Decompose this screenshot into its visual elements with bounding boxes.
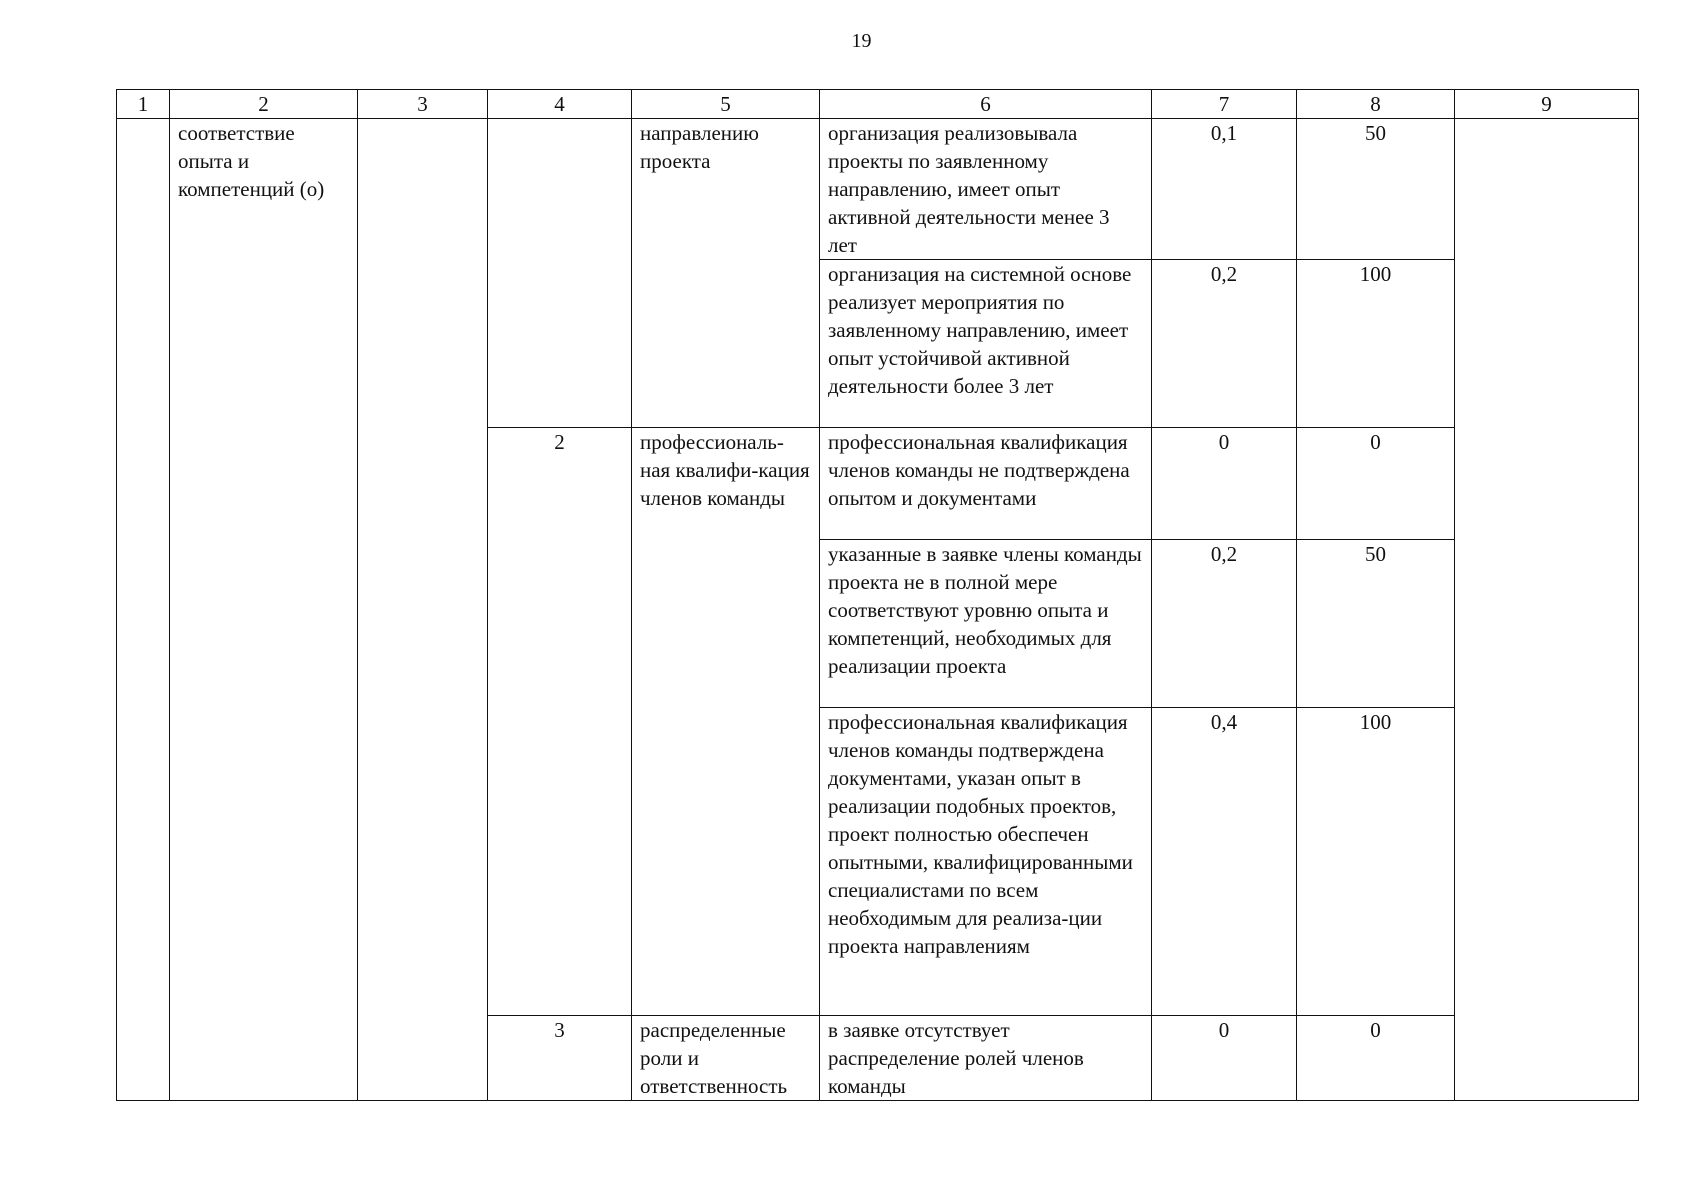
indicator-name-cell: профессиональ-ная квалифи-кация членов команды	[632, 428, 820, 1016]
header-cell-6: 6	[820, 90, 1152, 119]
score-cell: 100	[1297, 708, 1455, 1016]
header-cell-7: 7	[1152, 90, 1297, 119]
coefficient-cell: 0	[1152, 428, 1297, 540]
header-cell-1: 1	[117, 90, 170, 119]
score-cell: 100	[1297, 260, 1455, 428]
column-3-cell	[358, 119, 488, 1101]
indicator-name-cell: распределенные роли и ответственность	[632, 1016, 820, 1101]
level-description-cell: указанные в заявке члены команды проекта не в полной мере соответствуют уровню опыта и компетенций, необходимых для реализации проекта	[820, 540, 1152, 708]
header-row	[117, 90, 1639, 119]
score-cell: 50	[1297, 119, 1455, 260]
coefficient-cell: 0,2	[1152, 540, 1297, 708]
indicator-number-cell: 3	[488, 1016, 632, 1101]
coefficient-cell: 0,4	[1152, 708, 1297, 1016]
criteria-table	[116, 89, 1639, 1101]
header-cell-5: 5	[632, 90, 820, 119]
coefficient-cell: 0,2	[1152, 260, 1297, 428]
table-row	[117, 119, 1639, 260]
criterion-cell: соответствие опыта и компетенций (о)	[170, 119, 358, 1101]
indicator-name-cell: направлению проекта	[632, 119, 820, 428]
level-description-cell: организация реализовывала проекты по заявленному направлению, имеет опыт активной деятельности менее 3 лет	[820, 119, 1152, 260]
score-cell: 50	[1297, 540, 1455, 708]
level-description-cell: организация на системной основе реализует мероприятия по заявленному направлению, имеет опыт устойчивой активной деятельности более 3 лет	[820, 260, 1152, 428]
header-cell-8: 8	[1297, 90, 1455, 119]
header-cell-2: 2	[170, 90, 358, 119]
score-cell: 0	[1297, 428, 1455, 540]
header-cell-9: 9	[1455, 90, 1639, 119]
header-cell-3: 3	[358, 90, 488, 119]
score-cell: 0	[1297, 1016, 1455, 1101]
indicator-number-cell	[488, 119, 632, 428]
row-number-cell	[117, 119, 170, 1101]
indicator-number-cell: 2	[488, 428, 632, 1016]
page-number: 19	[851, 30, 872, 52]
coefficient-cell: 0	[1152, 1016, 1297, 1101]
coefficient-cell: 0,1	[1152, 119, 1297, 260]
header-cell-4: 4	[488, 90, 632, 119]
level-description-cell: профессиональная квалификация членов команды не подтверждена опытом и документами	[820, 428, 1152, 540]
level-description-cell: профессиональная квалификация членов команды подтверждена документами, указан опыт в реализации подобных проектов, проект полностью обеспечен опытными, квалифицированными специалистами по всем необходимым для реализа-ции проекта направлениям	[820, 708, 1152, 1016]
column-9-cell	[1455, 119, 1639, 1101]
level-description-cell: в заявке отсутствует распределение ролей членов команды	[820, 1016, 1152, 1101]
